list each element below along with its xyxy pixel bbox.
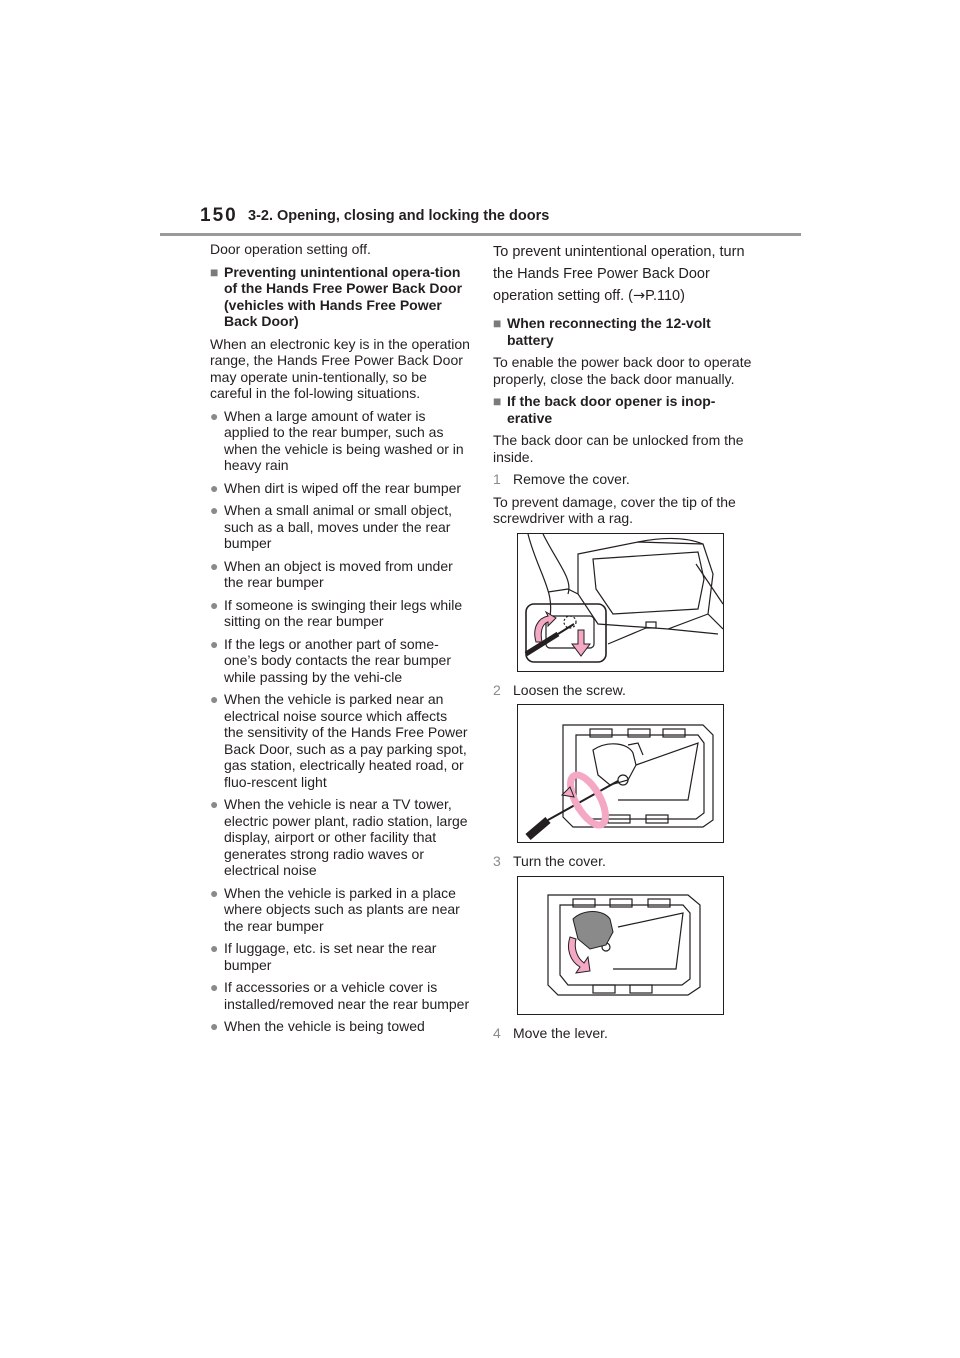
step-number: 3 — [493, 853, 501, 869]
bullet-icon: ● — [210, 479, 219, 496]
right-column — [493, 241, 755, 1047]
bullet-icon: ● — [210, 557, 219, 574]
step-number: 1 — [493, 471, 501, 487]
bullet-icon: ● — [210, 635, 219, 652]
heading-text: When reconnecting the 12-volt battery — [507, 315, 711, 348]
right-intro — [493, 241, 755, 307]
bullet-item — [210, 1018, 470, 1035]
bullet-text: If luggage, etc. is set near the rear bumper — [224, 940, 437, 973]
square-marker-icon: ■ — [210, 263, 219, 280]
bullet-text: When the vehicle is parked near an electrical noise source which affects the sensitivity of the Hands Free Power Back Door, such as a pay parking spot, gas station, electrically heated road, or fluo-rescent light — [224, 691, 468, 790]
step-text: Move the lever. — [513, 1024, 608, 1041]
heading-text: Preventing unintentional opera-tion of the Hands Free Power Back Door (vehicles with Hands Free Power Back Door) — [224, 263, 463, 329]
bullet-text: If someone is swinging their legs while sitting on the rear bumper — [224, 596, 463, 629]
bullet-item — [210, 597, 470, 630]
bullet-text: When a small animal or small object, such as a ball, moves under the rear bumper — [224, 502, 452, 551]
step-item — [493, 853, 755, 870]
section-title: 3-2. Opening, closing and locking the doors — [248, 208, 550, 224]
bullet-item — [210, 796, 470, 879]
bullet-icon: ● — [210, 884, 219, 901]
bullet-text: If the legs or another part of some-one’s body contacts the rear bumper while passing by the vehi-cle — [224, 635, 451, 685]
bullet-item — [210, 691, 470, 790]
left-intro: Door operation setting off. — [210, 241, 371, 257]
left-column — [210, 241, 470, 1041]
square-marker-icon: ■ — [493, 393, 502, 409]
bullet-icon: ● — [210, 979, 219, 995]
bullet-text: When the vehicle is near a TV tower, electric power plant, radio station, large display, airport or other facility that generates strong radio waves or electrical noise — [224, 796, 468, 878]
bullet-item — [210, 940, 470, 973]
bullet-icon: ● — [210, 407, 219, 424]
illustration-turn-cover — [517, 876, 724, 1015]
heading-opener-inoperative — [493, 393, 755, 426]
bullet-icon: ● — [210, 596, 219, 613]
square-marker-icon: ■ — [493, 315, 502, 331]
step-number: 4 — [493, 1024, 501, 1041]
header-rule — [160, 233, 801, 236]
bullet-item — [210, 408, 470, 474]
step-text: Remove the cover. — [513, 471, 630, 487]
page-reference-link[interactable]: P.110) — [645, 288, 685, 304]
illustration-loosen-screw — [517, 704, 724, 843]
heading-unintentional-operation — [210, 264, 470, 330]
bullet-text: When dirt is wiped off the rear bumper — [224, 479, 462, 496]
bullet-icon: ● — [210, 940, 219, 956]
heading-reconnecting-battery — [493, 315, 755, 348]
page-number: 150 — [200, 205, 238, 226]
step-text: Loosen the screw. — [513, 681, 626, 698]
arrow-right-icon: → — [633, 288, 646, 304]
bullet-text: When the vehicle is being towed — [224, 1018, 425, 1034]
bullet-item — [210, 558, 470, 591]
right-para1: To enable the power back door to operate properly, close the back door manually. — [493, 354, 752, 387]
bullet-item — [210, 636, 470, 686]
bullet-item — [210, 979, 470, 1012]
bullet-icon: ● — [210, 1018, 219, 1034]
step-number: 2 — [493, 681, 501, 698]
left-para: When an electronic key is in the operation range, the Hands Free Power Back Door may operate unin-tentionally, so be careful in the fol-lowing situations. — [210, 335, 470, 401]
bullet-item — [210, 480, 470, 497]
bullet-icon: ● — [210, 502, 219, 518]
bullet-text: When a large amount of water is applied to the rear bumper, such as when the vehicle is being washed or in heavy rain — [224, 407, 464, 473]
step-item — [493, 682, 755, 699]
bullet-icon: ● — [210, 796, 219, 812]
step-text: Turn the cover. — [513, 853, 606, 869]
bullet-text: When the vehicle is parked in a place where objects such as plants are near the rear bumper — [224, 884, 460, 934]
bullet-item — [210, 502, 470, 552]
bullet-text: When an object is moved from under the rear bumper — [224, 557, 453, 590]
right-para2: The back door can be unlocked from the inside. — [493, 432, 744, 465]
illustration-remove-cover — [517, 533, 724, 672]
bullet-item — [210, 885, 470, 935]
bullet-text: If accessories or a vehicle cover is installed/removed near the rear bumper — [224, 979, 470, 1012]
heading-text: If the back door opener is inop-erative — [507, 393, 716, 426]
step-item — [493, 1025, 755, 1042]
step-item — [493, 471, 755, 488]
bullet-icon: ● — [210, 691, 219, 707]
right-intro-text: To prevent unintentional operation, turn the Hands Free Power Back Door operation setting off. ( — [493, 244, 745, 304]
step1-note: To prevent damage, cover the tip of the screwdriver with a rag. — [493, 493, 736, 526]
